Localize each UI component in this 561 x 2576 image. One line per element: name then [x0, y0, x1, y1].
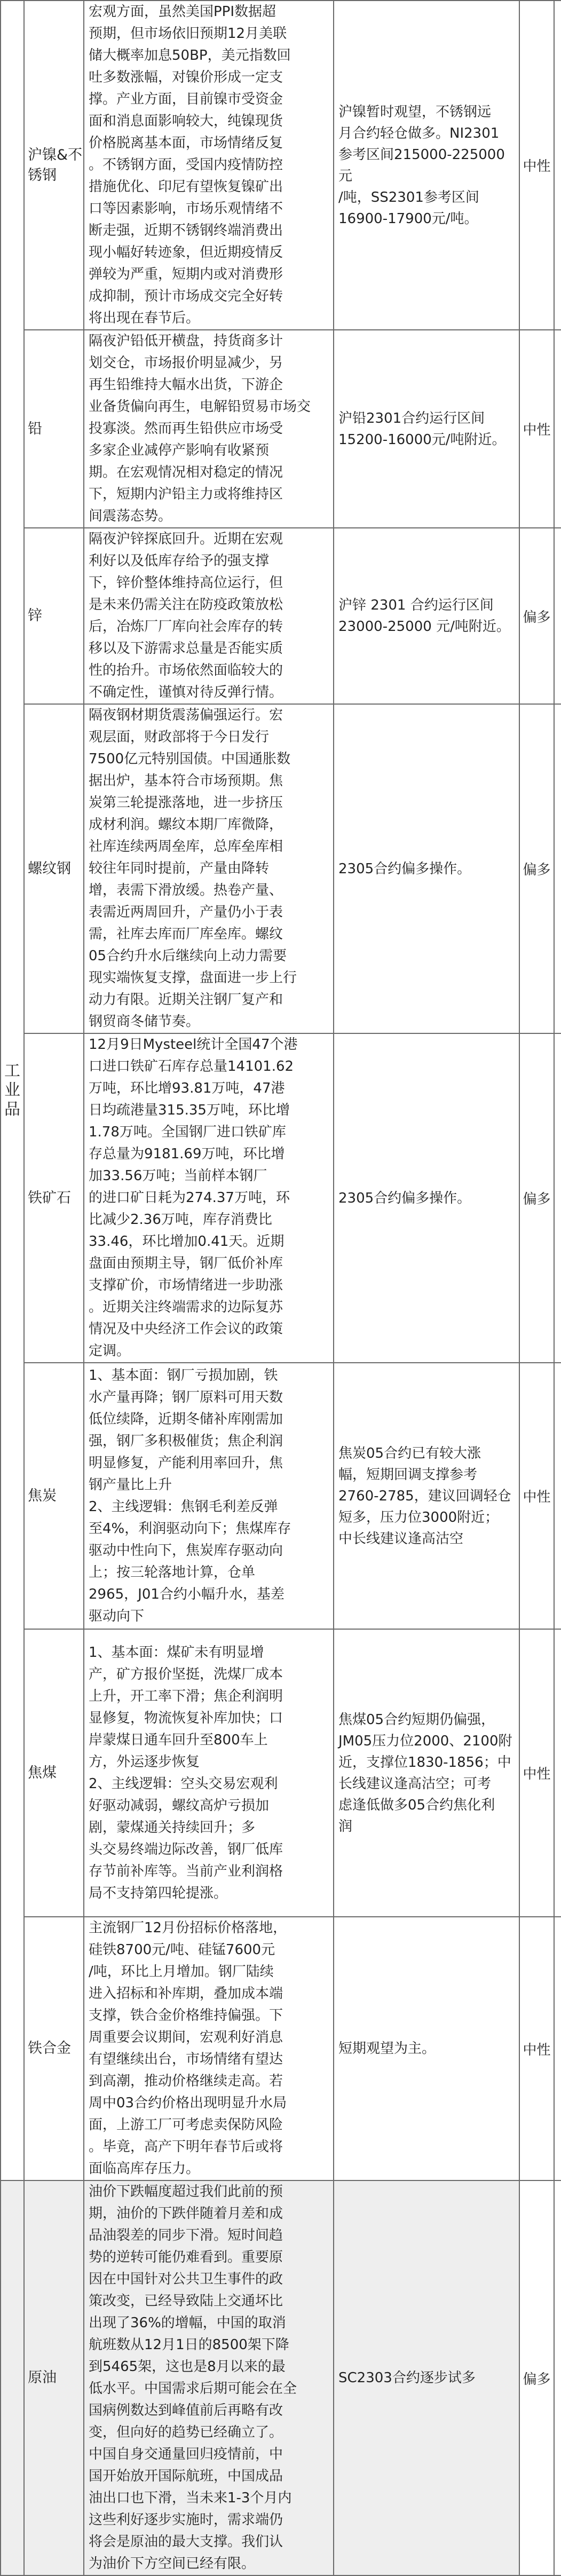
strategy-cell	[334, 704, 519, 1033]
view-label: 中性	[519, 1, 554, 330]
strategy-cell	[334, 2180, 519, 2575]
view-label: 偏多	[519, 1033, 554, 1363]
analysis-cell	[84, 1033, 334, 1363]
strategy-text: 焦煤05合约短期仍偏强， JM05压力位2000、2100附 近，支撑位1830-1856；中 长线建议逢高沽空；可考 虑逢低做多05合约焦化利 润	[338, 1711, 512, 1835]
strategy-cell	[334, 1917, 519, 2180]
table-row	[1, 1629, 561, 1917]
strategy-text: 沪铅2301合约运行区间 15200-16000元/吨附近。	[338, 410, 506, 448]
view-label: 中性	[519, 330, 554, 528]
view-label: 偏多	[519, 2180, 554, 2575]
analysis-text: 12月9日Mysteel统计全国47个港 口进口铁矿石库存总量14101.62 万吨，环比增93.81万吨，47港 日均疏港量315.35万吨，环比增 1.78万吨。全国钢厂进口铁矿库 存总量为9181.69万吨，环比增 加33.56万吨；当前样本钢厂 的进口矿日耗为274.37万吨，环 比减少2.36万吨，库存消费比 33.46，环比增加0.41天。近期 盘面由预期主导，钢厂低价补库 支撑矿价，市场情绪进一步助涨 。近期关注终端需求的边际复苏 情况及中央经济工作会议的政策 定调。	[89, 1037, 298, 1359]
view-label: 中性	[519, 1363, 554, 1629]
analysis-text: 1、基本面：煤矿未有明显增 产，矿方报价坚挺，洗煤厂成本 上升，开工率下滑；焦企利润明 显修复，物流恢复补库加快；口 岸蒙煤日通车回升至800车上 方，外运逐步恢复 2、主线逻辑：空头交易宏观利 好驱动减弱，螺纹高炉亏损加 剧，蒙煤通关持续回升；多 头交易终端边际改善，钢厂低库 存节前补库等。当前产业利润格 局不支持第四轮提涨。	[89, 1644, 283, 1901]
empty-cell	[554, 1, 561, 330]
analysis-text: 隔夜钢材期货震荡偏强运行。宏 观层面，财政部将于今日发行 7500亿元特别国债。中国通胀数 据出炉，基本符合市场预期。焦 炭第三轮提涨落地，进一步挤压 成材利润。螺纹本期厂库微降， 社库连续两周垒库，总库垒库相 较往年同时提前，产量由降转 增，表需下滑放缓。热卷产量、 表需近两周回升，产量仍小于表 需，社库去库而厂库垒库。螺纹 05合约升水后继续向上动力需要 现实端恢复支撑，盘面进一步上行 动力有限。近期关注钢厂复产和 钢贸商冬储节奏。	[89, 707, 297, 1030]
analysis-cell	[84, 1917, 334, 2180]
table-row	[1, 1363, 561, 1629]
analysis-text: 宏观方面，虽然美国PPI数据超 预期，但市场依旧预期12月美联 储大概率加息50BP，美元指数回 吐多数涨幅，对镍价形成一定支 撑。产业方面，目前镍市受资金 面和消息面影响较大，纯镍现货 价格脱离基本面，市场情绪反复 。不锈钢方面，受国内疫情防控 措施优化、印尼有望恢复镍矿出 口等因素影响，市场乐观情绪不 断走强，近期不锈钢终端消费出 现小幅好转迹象，但近期疫情反 弹较为严重，短期内或对消费形 成抑制，预计市场成交完全好转 将出现在春节后。	[89, 4, 291, 326]
commodity-name: 铅	[24, 330, 84, 528]
strategy-cell	[334, 1, 519, 330]
analysis-cell	[84, 330, 334, 528]
empty-cell	[554, 528, 561, 704]
view-label: 偏多	[519, 704, 554, 1033]
sector-blank	[1, 2180, 24, 2575]
analysis-cell	[84, 704, 334, 1033]
table-row	[1, 1033, 561, 1363]
analysis-cell	[84, 1, 334, 330]
empty-cell	[554, 330, 561, 528]
analysis-cell	[84, 1629, 334, 1917]
strategy-text: 沪锌 2301 合约运行区间 23000-25000 元/吨附近。	[338, 597, 510, 635]
strategy-cell	[334, 330, 519, 528]
commodity-name: 铁矿石	[24, 1033, 84, 1363]
strategy-cell	[334, 528, 519, 704]
view-label: 中性	[519, 1917, 554, 2180]
strategy-text: 2305合约偏多操作。	[338, 1190, 471, 1206]
strategy-text: 2305合约偏多操作。	[338, 860, 471, 877]
empty-cell	[554, 1363, 561, 1629]
commodity-name: 焦炭	[24, 1363, 84, 1629]
commodity-name: 焦煤	[24, 1629, 84, 1917]
analysis-text: 油价下跌幅度超过我们此前的预 期，油价的下跌伴随着月差和成 品油裂差的同步下滑。短时间趋 势的逆转可能仍难看到。重要原 因在中国针对公共卫生事件的政 策改变，已经导致陆上交通坏比 出现了36%的增幅，中国的取消 航班数从12月1日的8500架下降 到5465架，这也是8月以来的最 低水平。中国需求后期可能会在全 国病例数达到峰值前后再略有改 变，但向好的趋势已经确立了。 中国自身交通量回归疫情前，中 国开始放开国际航班，中国成品 油出口也下滑，当未来1-3个月内 这些利好逐步实施时，需求端仍 将会是原油的最大支撑。我们认 为油价下方空间已经有限。	[89, 2184, 297, 2572]
analysis-cell	[84, 2180, 334, 2575]
empty-cell	[554, 1629, 561, 1917]
view-label: 中性	[519, 1629, 554, 1917]
empty-cell	[554, 1917, 561, 2180]
view-label: 偏多	[519, 528, 554, 704]
strategy-cell	[334, 1033, 519, 1363]
table-row	[1, 704, 561, 1033]
empty-cell	[554, 1033, 561, 1363]
strategy-text: 短期观望为主。	[338, 2041, 436, 2057]
analysis-cell	[84, 528, 334, 704]
commodity-name: 铁合金	[24, 1917, 84, 2180]
table-row	[1, 2180, 561, 2575]
table-row	[1, 528, 561, 704]
strategy-cell	[334, 1363, 519, 1629]
analysis-cell	[84, 1363, 334, 1629]
empty-cell	[554, 2180, 561, 2575]
empty-cell	[554, 704, 561, 1033]
analysis-text: 1、基本面：钢厂亏损加剧，铁 水产量再降；钢厂原料可用天数 低位续降，近期冬储补库刚需加 强，钢厂多积极催货；焦企利润 明显修复，产能利用率回升，焦 钢产量比上升 2、主线逻辑：焦钢毛利差反弹 至4%，利润驱动向下；焦煤库存 驱动中性向下，焦炭库存驱动向 上；按三轮落地计算，仓单 2965，J01合约小幅升水，基差 驱动向下	[89, 1367, 291, 1624]
strategy-text: 焦炭05合约已有较大涨 幅，短期回调支撑参考 2760-2785，建议回调轻仓 短多，压力位3000附近； 中长线建议逢高沽空	[338, 1445, 511, 1547]
table-row	[1, 1917, 561, 2180]
strategy-text: SC2303合约逐步试多	[338, 2370, 476, 2386]
table-row	[1, 330, 561, 528]
analysis-text: 隔夜沪锌探底回升。近期在宏观 利好以及低库存给予的强支撑 下，锌价整体维持高位运行，但 是未来仍需关注在防疫政策放松 后，冶炼厂厂库向社会库存的转 移以及下游需求总量是否能实质 性的抬升。市场依然面临较大的 不确定性，谨慎对待反弹行情。	[89, 531, 283, 700]
strategy-cell	[334, 1629, 519, 1917]
analysis-text: 主流钢厂12月份招标价格落地， 硅铁8700元/吨、硅锰7600元 /吨，环比上月增加。钢厂陆续 进入招标和补库期，叠加成本端 支撑，铁合金价格维持偏强。下 周重要会议期间，宏观利好消息 有望继续出台，市场情绪有望达 到高潮，推动价格继续走高。若 周中03合约价格出现明显升水局 面，上游工厂可考虑卖保防风险 。毕竟，高产下明年春节后或将 面临高库存压力。	[89, 1920, 287, 2177]
commodity-name: 锌	[24, 528, 84, 704]
sector-label: 工业品	[1, 1, 24, 2180]
commodity-name: 原油	[24, 2180, 84, 2575]
analysis-text: 隔夜沪铅低开横盘，持货商多计 划交仓，市场报价明显减少，另 再生铅维持大幅水出货，下游企 业备货偏向再生，电解铅贸易市场交 投寡淡。然而再生铅供应市场受 多家企业减停产影响有收紧预 期。在宏观情况相对稳定的情况 下，短期内沪铅主力或将维持区 间震荡态势。	[89, 333, 311, 524]
table-row	[1, 1, 561, 330]
strategy-text: 沪镍暂时观望，不锈钢远 月合约轻仓做多。NI2301 参考区间215000-225000元 /吨，SS2301参考区间 16900-17900元/吨。	[338, 104, 505, 227]
commodity-name: 沪镍&不锈钢	[24, 1, 84, 330]
commodity-name: 螺纹钢	[24, 704, 84, 1033]
